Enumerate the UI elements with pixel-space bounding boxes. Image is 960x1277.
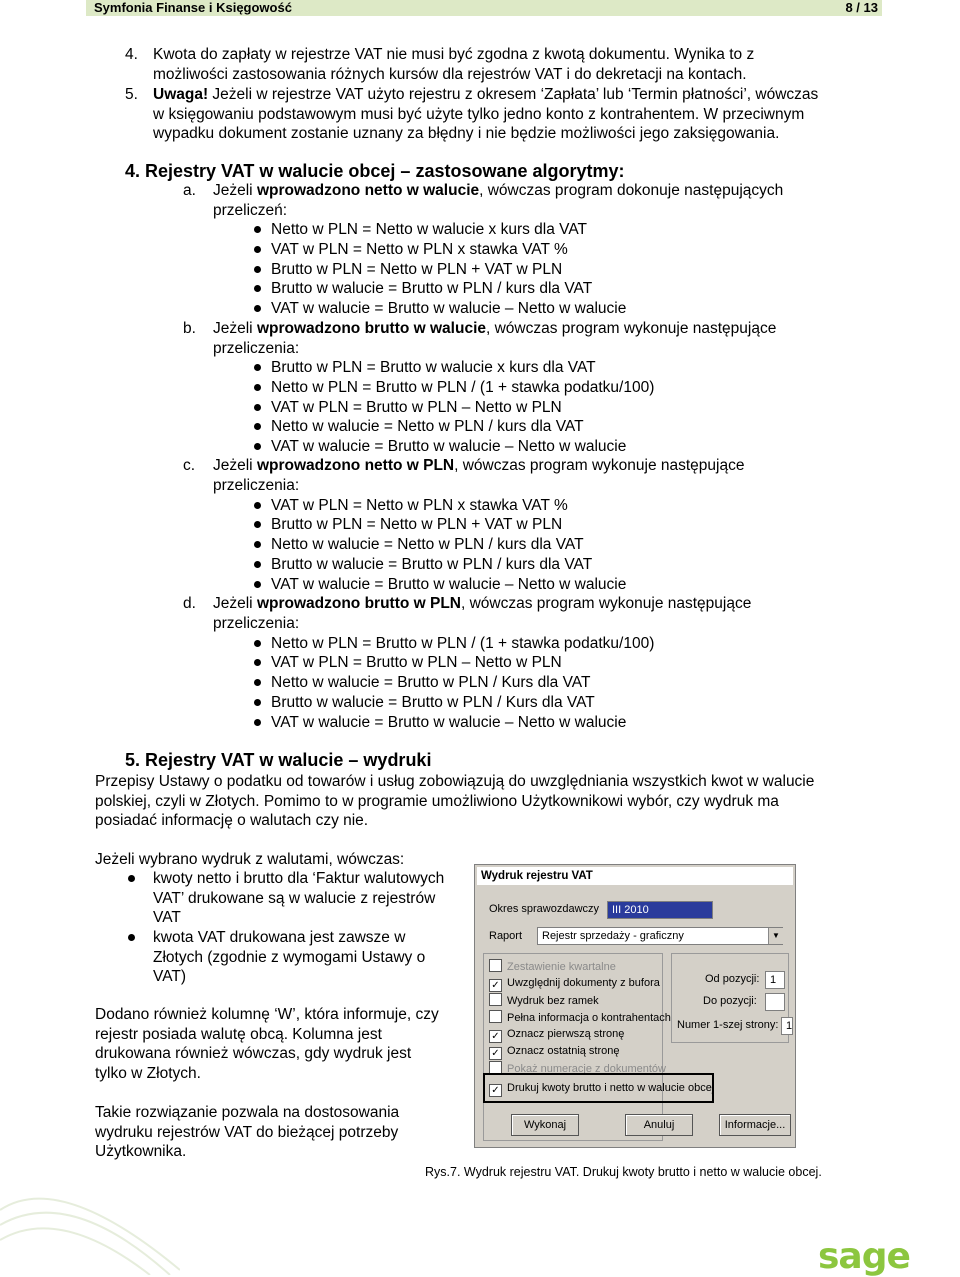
first-page-number-input[interactable]: 1 [781,1017,793,1035]
algo-b-item: VAT w walucie = Brutto w walucie – Netto w walucie [271,437,626,457]
checkbox-buffer[interactable]: ✓ Uwzględnij dokumenty z bufora [489,976,660,992]
algo-c-item: Brutto w walucie = Brutto w PLN / kurs dla VAT [271,555,592,575]
highlight-frame [483,1073,714,1103]
to-position-input[interactable] [765,993,785,1011]
print-options-intro: Jeżeli wybrano wydruk z walutami, wówczas: [95,851,405,868]
dialog-title: Wydruk rejestru VAT [477,867,793,885]
bullet-vat: kwota VAT drukowana jest zawsze w Złotych (zgodnie z wymogami Ustawy o VAT) [153,928,425,987]
algo-c-item: Brutto w PLN = Netto w PLN + VAT w PLN [271,515,562,535]
checkbox-icon [489,1010,502,1023]
check-icon: ✓ [489,1030,502,1043]
column-w-note: Dodano również kolumnę ‘W’, która informuje, czy rejestr posiada walutę obcą. Kolumna jest drukowana również wówczas, gdy wydruk jest tylko w Złotych. [95,1006,439,1082]
algo-c-item: VAT w walucie = Brutto w walucie – Netto w walucie [271,575,626,595]
algo-a-item: VAT w PLN = Netto w PLN x stawka VAT % [271,240,568,260]
info-button[interactable]: Informacje... [719,1114,791,1136]
check-icon: ✓ [489,979,502,992]
bullet-amounts: kwoty netto i brutto dla ‘Faktur walutowych VAT’ drukowane są w walucie z rejestrów VAT [153,869,444,928]
algo-a-item: Netto w PLN = Netto w walucie x kurs dla VAT [271,220,587,240]
algorithm-b: b. Jeżeli wprowadzono brutto w walucie, wówczas program wykonuje następujące przeliczenia: [183,320,777,357]
checkbox-last-page[interactable]: ✓ Oznacz ostatnią stronę [489,1044,620,1060]
check-icon: ✓ [489,1047,502,1060]
sage-logo: sage [818,1236,910,1277]
algo-a-item: Brutto w PLN = Netto w PLN + VAT w PLN [271,260,562,280]
note-4: 4. Kwota do zapłaty w rejestrze VAT nie musi być zgodna z kwotą dokumentu. Wynika to z możliwości zastosowania różnych kursów dla rejestrów VAT i do dekretacji na kontach. [125,46,755,83]
checkbox-full-contractor[interactable]: Pełna informacja o kontrahentach [489,1010,671,1025]
section-5-intro: Przepisy Ustawy o podatku od towarów i usług zobowiązują do uwzględniania wszystkich kwot w walucie polskiej, czyli w Złotych. Pomimo to w programie umożliwiono Użytkownikowi wybór, czy wydruk ma posiadać informację o walutach czy nie. [95,773,815,829]
algorithm-a: a. Jeżeli wprowadzono netto w walucie, wówczas program dokonuje następujących przeliczeń: [183,182,784,219]
checkbox-no-frames[interactable]: Wydruk bez ramek [489,993,599,1008]
checkbox-numbering[interactable]: Pokaż numeracje z dokumentów [489,1061,666,1076]
checkbox-foreign-amounts[interactable]: ✓ Drukuj kwoty brutto i netto w walucie obcej [489,1081,714,1097]
algo-d-item: Netto w walucie = Brutto w PLN / Kurs dla VAT [271,673,590,693]
check-icon: ✓ [489,1084,502,1097]
algo-b-item: Netto w PLN = Brutto w PLN / (1 + stawka podatku/100) [271,378,654,398]
chevron-down-icon[interactable]: ▼ [768,928,783,944]
solution-note: Takie rozwiązanie pozwala na dostosowania wydruku rejestrów VAT do bieżącej potrzeby Użytkownika. [95,1104,400,1160]
to-position-label: Do pozycji: [703,995,757,1007]
algorithm-c: c. Jeżeli wprowadzono netto w PLN, wówczas program wykonuje następujące przeliczenia: [183,457,745,494]
section-4-heading: 4. Rejestry VAT w walucie obcej – zastosowane algorytmy: [125,161,625,181]
period-field[interactable]: III 2010 [607,901,713,919]
header-title: Symfonia Finanse i Księgowość [94,0,292,15]
section-5-heading: 5. Rejestry VAT w walucie – wydruki [125,750,432,770]
algo-c-item: VAT w PLN = Netto w PLN x stawka VAT % [271,496,568,516]
algo-d-item: Brutto w walucie = Brutto w PLN / Kurs dla VAT [271,693,595,713]
algo-d-item: VAT w walucie = Brutto w walucie – Netto w walucie [271,713,626,733]
algo-a-item: VAT w walucie = Brutto w walucie – Netto w walucie [271,299,626,319]
from-position-label: Od pozycji: [705,973,760,985]
algo-b-item: Brutto w PLN = Brutto w walucie x kurs dla VAT [271,358,596,378]
report-label: Raport [489,930,523,942]
figure-caption: Rys.7. Wydruk rejestru VAT. Drukuj kwoty brutto i netto w walucie obcej. [425,1165,822,1179]
first-page-number-label: Numer 1-szej strony: [677,1019,779,1031]
algo-b-item: Netto w walucie = Netto w PLN / kurs dla VAT [271,417,584,437]
algo-a-item: Brutto w walucie = Brutto w PLN / kurs dla VAT [271,279,592,299]
report-select[interactable]: Rejestr sprzedaży - graficzny [537,927,783,945]
algo-b-item: VAT w PLN = Brutto w PLN – Netto w PLN [271,398,562,418]
checkbox-first-page[interactable]: ✓ Oznacz pierwszą stronę [489,1027,624,1043]
print-register-dialog [474,864,796,1148]
algo-d-item: VAT w PLN = Brutto w PLN – Netto w PLN [271,653,562,673]
from-position-input[interactable]: 1 [765,971,785,989]
algo-d-item: Netto w PLN = Brutto w PLN / (1 + stawka podatku/100) [271,634,654,654]
note-5: 5. Uwaga! Jeżeli w rejestrze VAT użyto rejestru z okresem ‘Zapłata’ lub ‘Termin płatności’, wówczas w księgowaniu podstawowym musi być użyte tylko jedno konto z kontrahentem. W przeciwnym wypadku dokument zostanie uznany za błędny i nie będzie możliwości jego zaksięgowania. [125,86,819,143]
algorithm-d: d. Jeżeli wprowadzono brutto w PLN, wówczas program wykonuje następujące przeliczenia: [183,595,752,632]
cancel-button[interactable]: Anuluj [625,1114,693,1136]
algo-c-item: Netto w walucie = Netto w PLN / kurs dla VAT [271,535,584,555]
checkbox-quarterly[interactable]: Zestawienie kwartalne [489,959,616,974]
watermark-lines [0,1150,180,1275]
checkbox-icon [489,959,502,972]
page-number: 8 / 13 [845,0,878,15]
checkbox-icon [489,993,502,1006]
execute-button[interactable]: Wykonaj [511,1114,579,1136]
page-header [86,0,882,16]
period-label: Okres sprawozdawczy [489,903,600,915]
